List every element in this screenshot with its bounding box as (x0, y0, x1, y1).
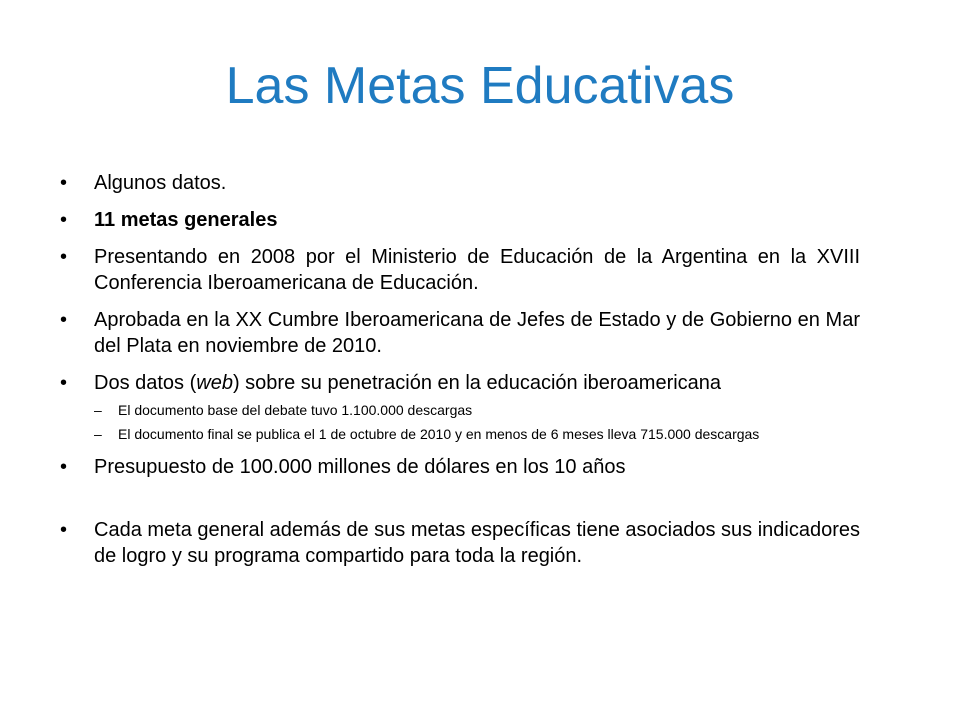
slide-title: Las Metas Educativas (225, 57, 735, 115)
bullet-item (60, 370, 860, 443)
bullet-mark: • (60, 372, 68, 394)
bullet-text: 11 metas generales (94, 209, 278, 231)
sub-bullet-item (94, 401, 860, 419)
bullet-text (94, 372, 721, 394)
bullet-list (60, 170, 860, 580)
sub-bullet-item (94, 425, 860, 443)
sub-bullet-mark: – (94, 402, 102, 418)
bullet-mark: • (60, 209, 68, 231)
bullet-mark: • (60, 172, 68, 194)
sub-bullet-text: El documento final se publica el 1 de octubre de 2010 y en menos de 6 meses lleva 715.000 descargas (118, 426, 760, 442)
bullet-mark: • (60, 519, 68, 541)
spacer (60, 491, 860, 517)
bullet-item (60, 207, 860, 233)
bullet-item (60, 517, 860, 569)
bullet-text-part: ) sobre su penetración en la educación iberoamericana (232, 372, 722, 394)
bullet-text: Algunos datos. (94, 172, 227, 194)
sub-bullet-list (94, 401, 860, 443)
bullet-text: Cada meta general además de sus metas específicas tiene asociados sus indicadores de logro y su programa compartido para toda la región. (94, 519, 860, 567)
bullet-item (60, 244, 860, 296)
bullet-mark: • (60, 309, 68, 331)
sub-bullet-text: El documento base del debate tuvo 1.100.000 descargas (118, 402, 473, 418)
bullet-item (60, 170, 860, 196)
sub-bullet-mark: – (94, 426, 102, 442)
bullet-text-part: Dos datos ( (94, 372, 197, 394)
bullet-item (60, 307, 860, 359)
bullet-item (60, 454, 860, 480)
bullet-mark: • (60, 246, 68, 268)
bullet-text: Presentando en 2008 por el Ministerio de Educación de la Argentina en la XVIII Conferencia Iberoamericana de Educación. (94, 246, 860, 294)
bullet-text: Aprobada en la XX Cumbre Iberoamericana de Jefes de Estado y de Gobierno en Mar del Plata en noviembre de 2010. (94, 309, 860, 357)
bullet-text: Presupuesto de 100.000 millones de dólares en los 10 años (94, 456, 626, 478)
bullet-mark: • (60, 456, 68, 478)
bullet-text-emphasis: web (196, 372, 233, 394)
